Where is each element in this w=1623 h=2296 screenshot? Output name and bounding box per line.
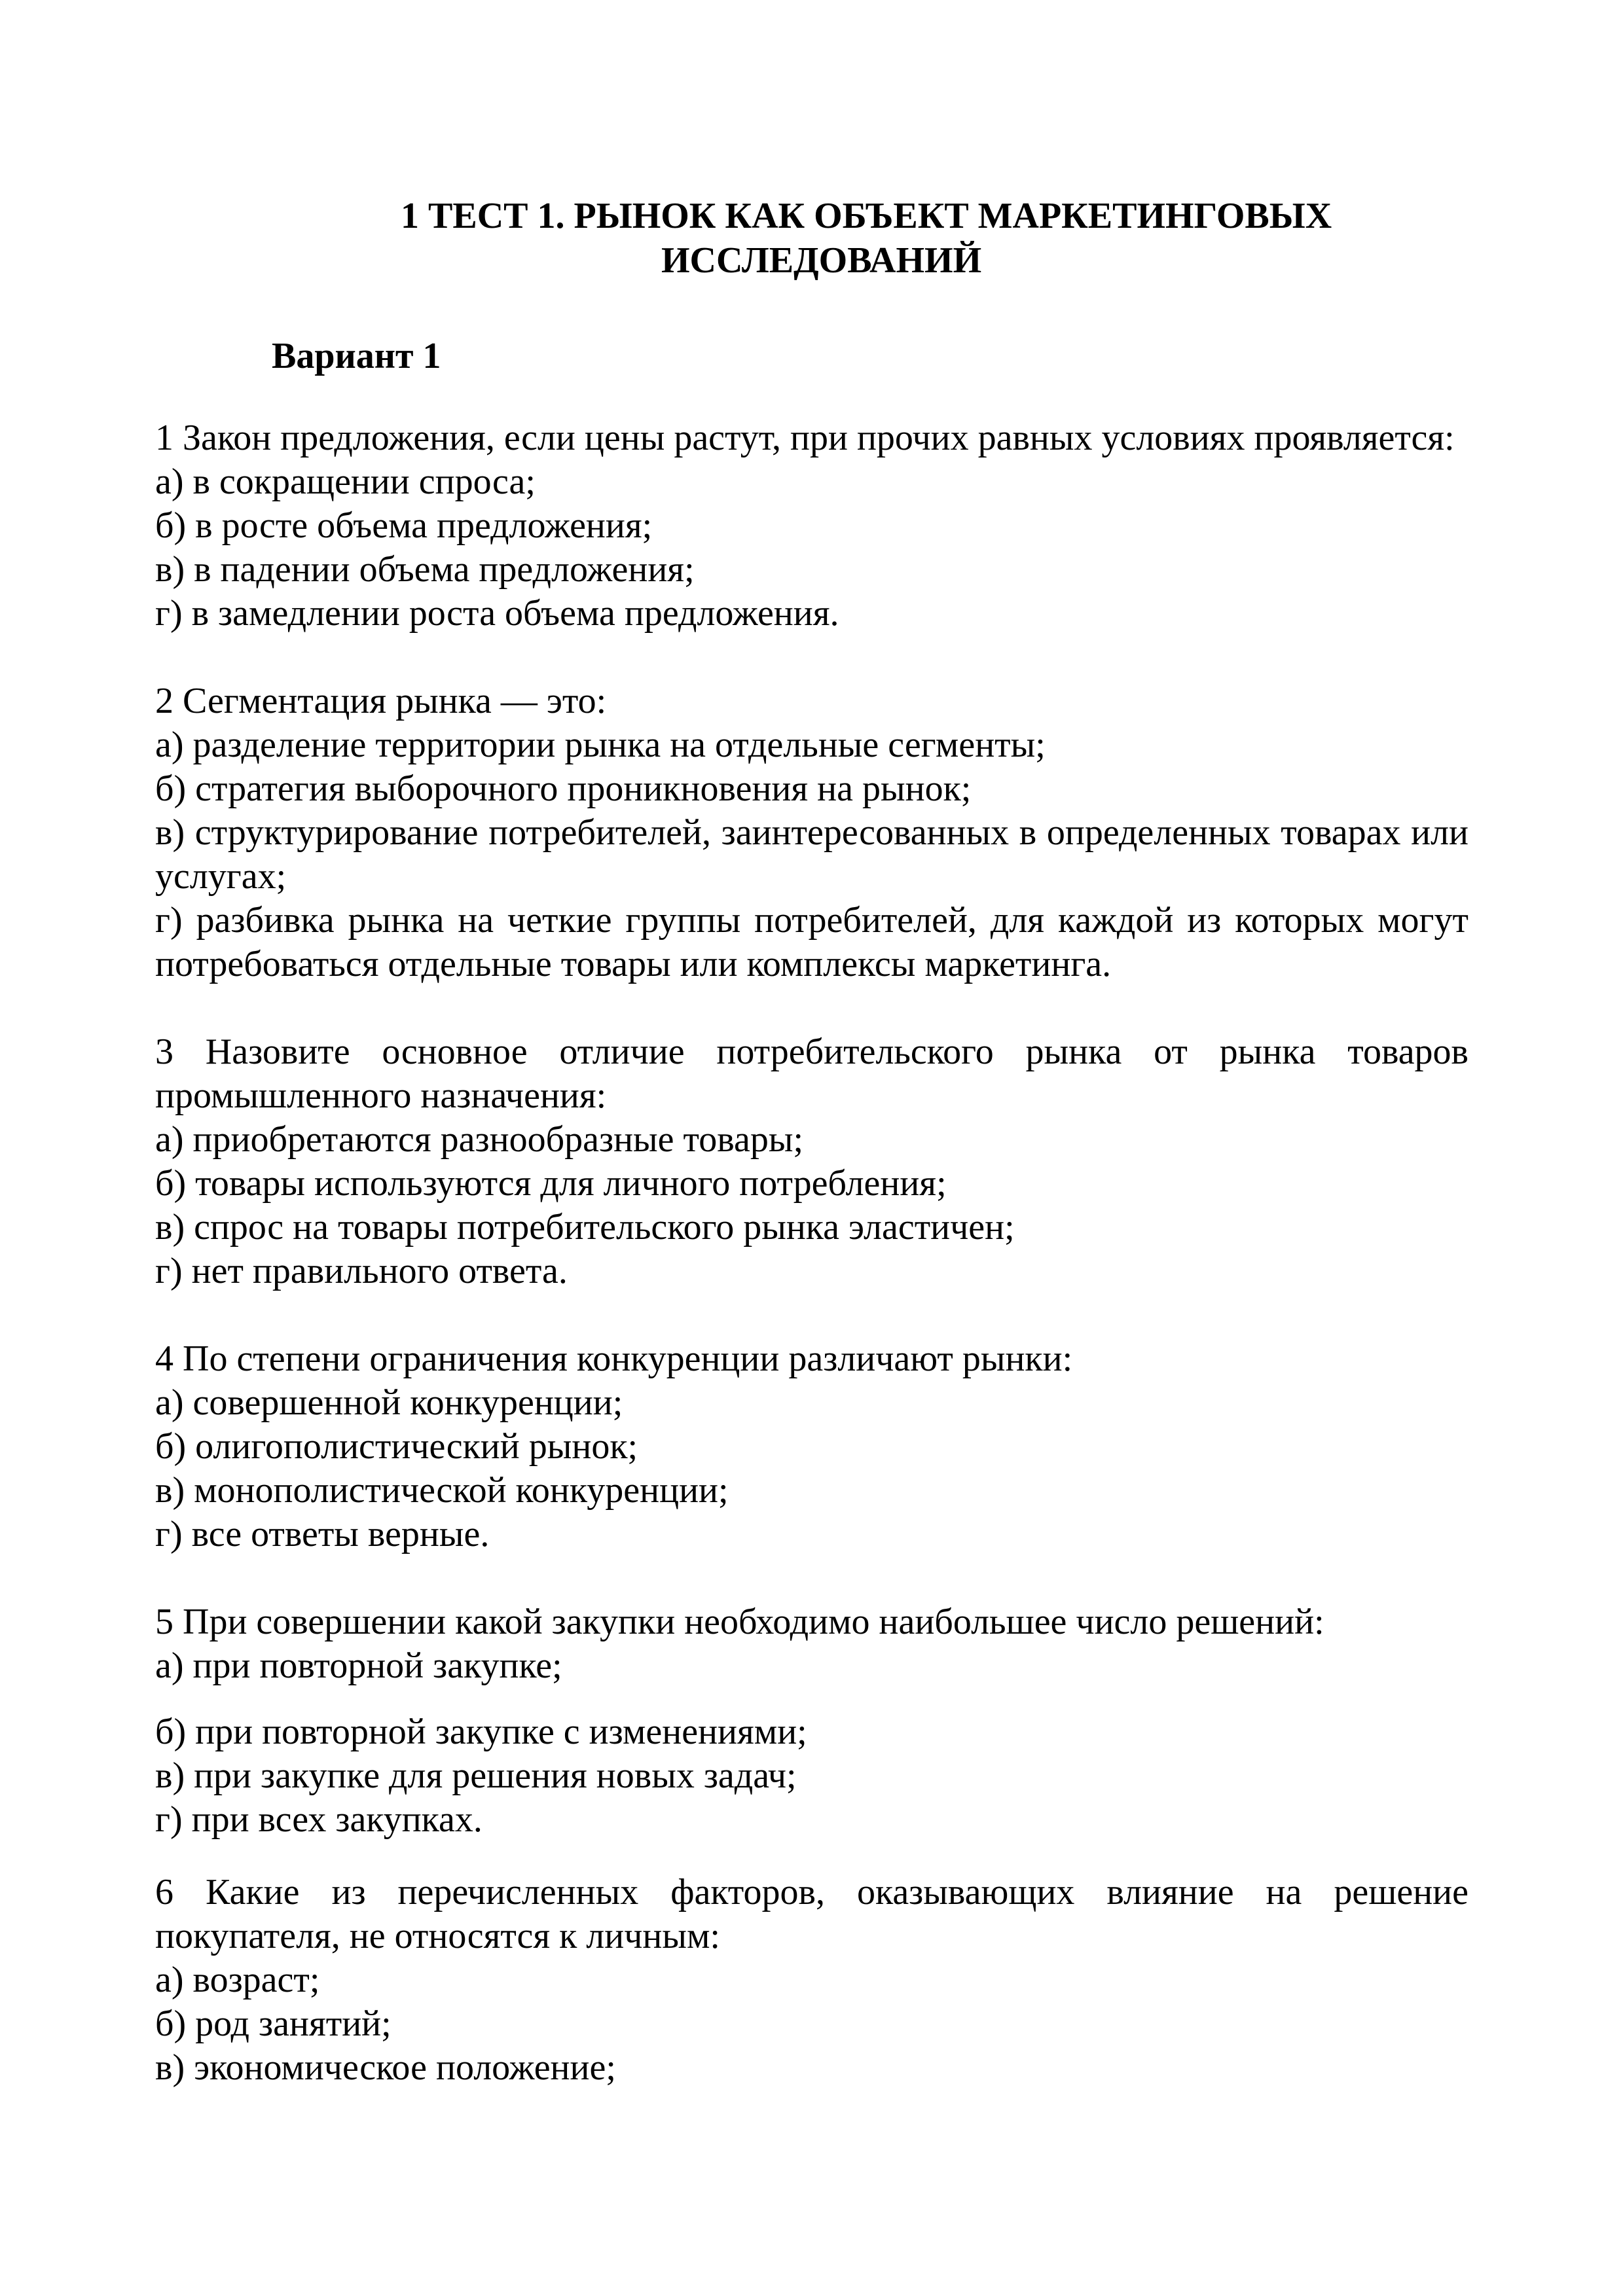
answer-option: б) при повторной закупке с изменениями; [155,1712,807,1752]
page-title-line-2: ИССЛЕДОВАНИЙ [661,240,982,281]
answer-option: г) при всех закупках. [155,1799,483,1840]
question-5 [155,1600,1468,1842]
question-text: 6 Какие из перечисленных факторов, оказывающих влияние на решение покупателя, не относятся к личным: [155,1872,1468,1956]
answer-option: в) структурирование потребителей, заинтересованных в определенных товарах или услугах; [155,812,1468,897]
answer-option: в) спрос на товары потребительского рынка эластичен; [155,1207,1015,1247]
question-2 [155,679,1468,986]
question-text: 2 Сегментация рынка — это: [155,681,607,721]
question-6 [155,1871,1468,2090]
question-text: 5 При совершении какой закупки необходимо наибольшее число решений: [155,1602,1324,1642]
answer-option: а) при повторной закупке; [155,1645,562,1686]
page-title [401,194,1448,283]
question-text: 1 Закон предложения, если цены растут, при прочих равных условиях проявляется: [155,418,1455,458]
answer-option: в) монополистической конкуренции; [155,1470,729,1511]
answer-option: а) приобретаются разнообразные товары; [155,1119,804,1160]
answer-option: в) в падении объема предложения; [155,549,695,590]
answer-option: в) экономическое положение; [155,2047,616,2088]
question-text: 4 По степени ограничения конкуренции различают рынки: [155,1338,1073,1379]
answer-option: а) в сокращении спроса; [155,461,536,502]
answer-option: г) разбивка рынка на четкие группы потребителей, для каждой из которых могут потребоваться отдельные товары или комплексы маркетинга. [155,900,1468,984]
question-3 [155,1030,1468,1293]
questions-list [155,416,1468,2134]
page-title-line-1: 1 ТЕСТ 1. РЫНОК КАК ОБЪЕКТ МАРКЕТИНГОВЫХ [401,196,1332,236]
answer-option: а) совершенной конкуренции; [155,1382,623,1423]
question-text: 3 Назовите основное отличие потребительского рынка от рынка товаров промышленного назначения: [155,1031,1468,1116]
question-1 [155,416,1468,636]
answer-option: б) стратегия выборочного проникновения на рынок; [155,768,972,809]
answer-option: б) олигополистический рынок; [155,1426,638,1467]
answer-option: а) разделение территории рынка на отдельные сегменты; [155,725,1046,765]
answer-option: г) в замедлении роста объема предложения. [155,593,839,634]
question-4 [155,1337,1468,1556]
variant-heading: Вариант 1 [272,336,441,376]
answer-option: б) род занятий; [155,2003,392,2044]
answer-option: а) возраст; [155,1960,320,2000]
answer-option: в) при закупке для решения новых задач; [155,1755,797,1796]
answer-option: б) в росте объема предложения; [155,505,653,546]
answer-option: г) все ответы верные. [155,1514,490,1554]
answer-option: б) товары используются для личного потребления; [155,1163,947,1204]
answer-option: г) нет правильного ответа. [155,1251,568,1291]
